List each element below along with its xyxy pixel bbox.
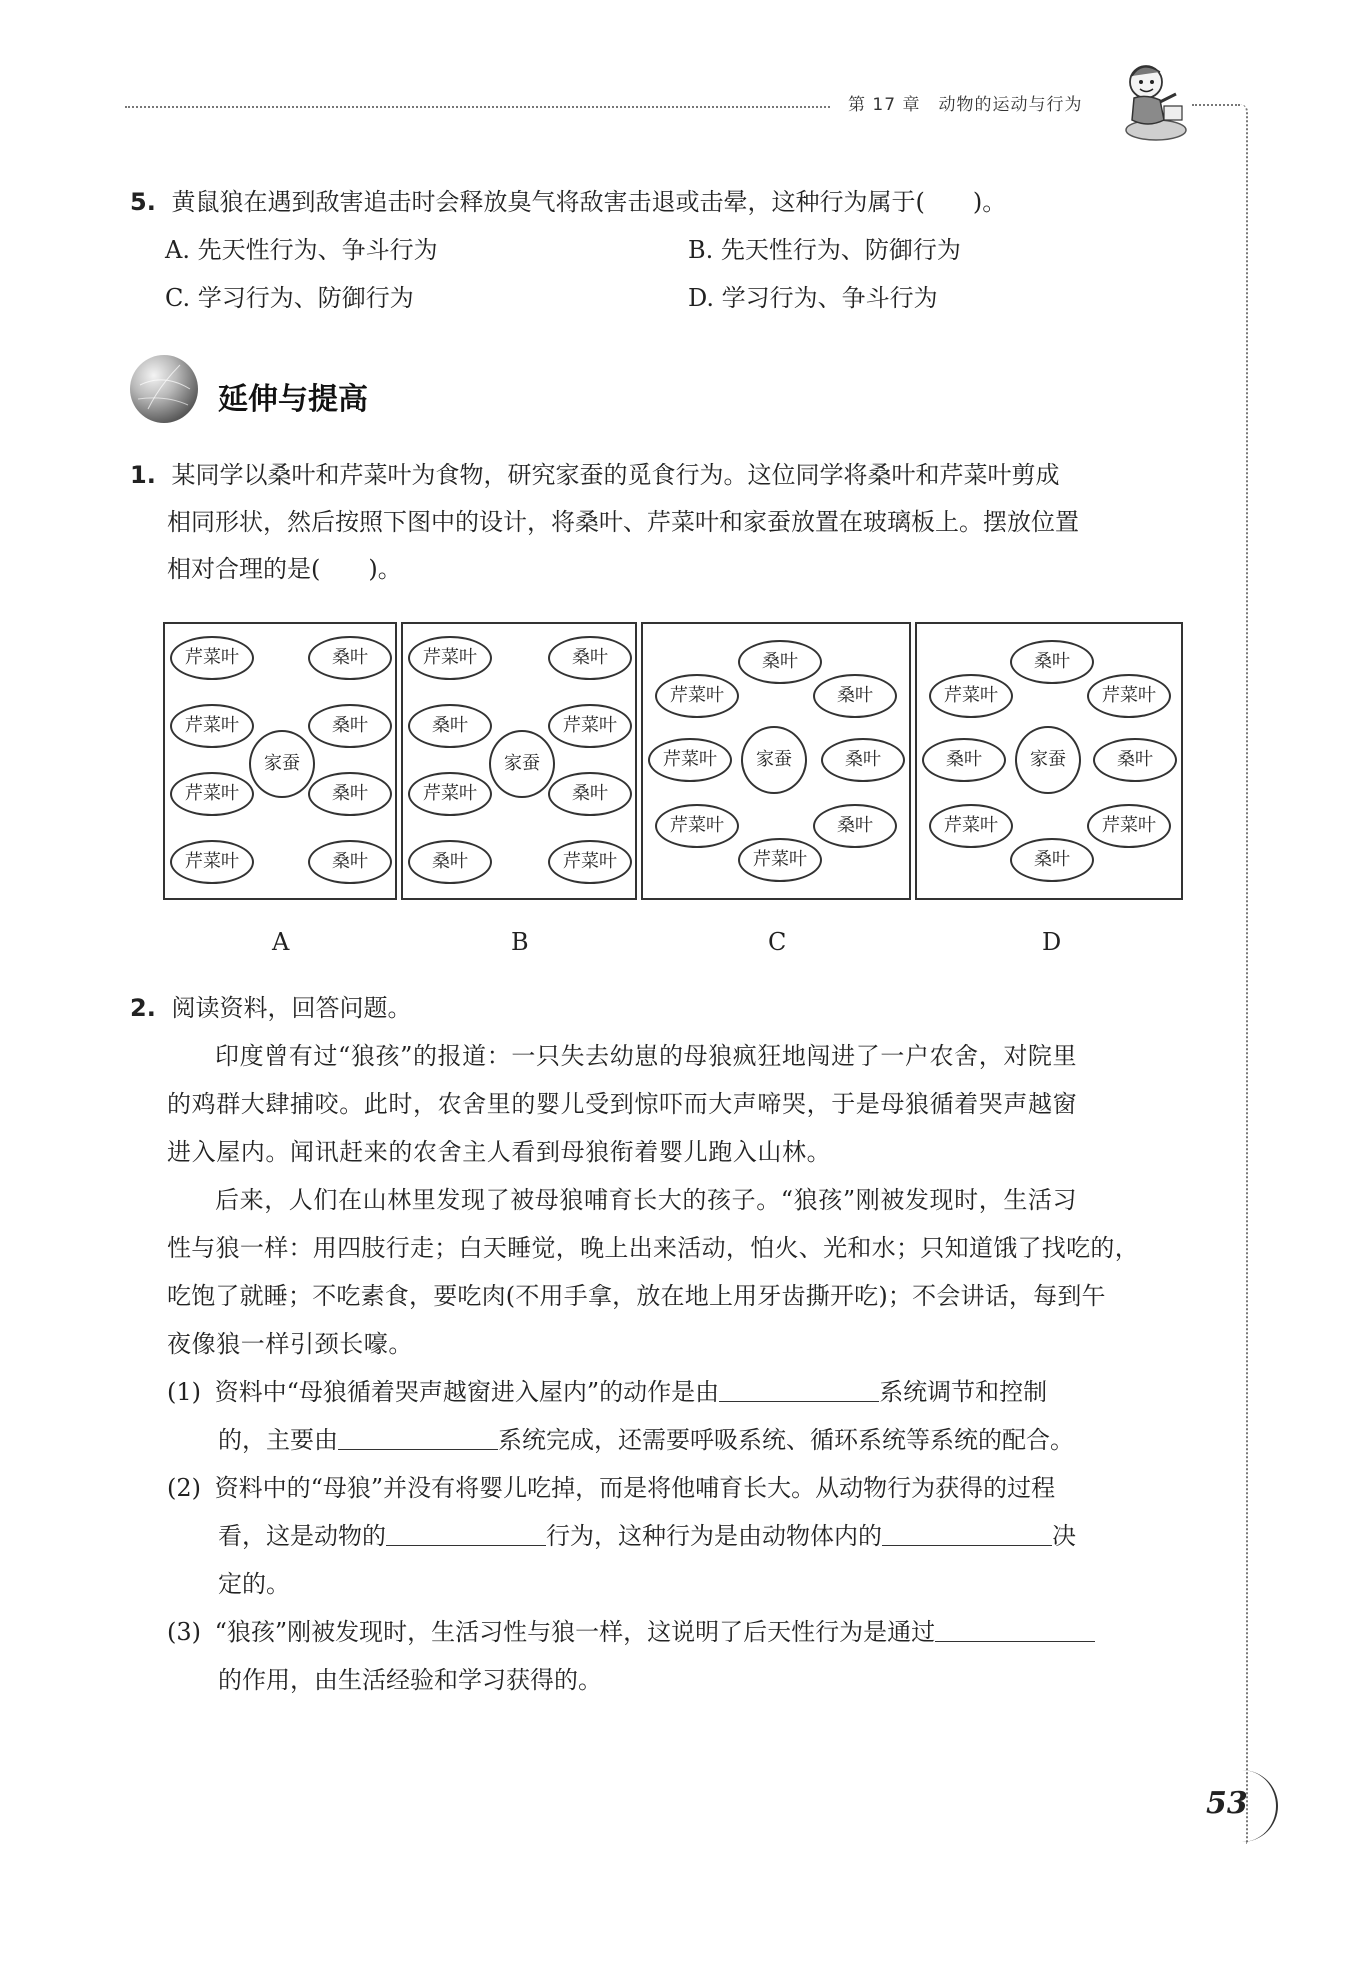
header-dotted-rule: [125, 106, 830, 108]
leaf-oval: 桑叶: [308, 840, 392, 884]
diagram-c: [641, 622, 911, 900]
diagram-c-label: C: [768, 928, 787, 956]
leaf-oval: 桑叶: [1093, 738, 1177, 782]
sub-question-2-line-2: [218, 1516, 1076, 1551]
sub-question-text: 系统调节和控制: [879, 1378, 1048, 1406]
sub-question-text: 资料中“母狼循着哭声越窗进入屋内”的动作是由: [214, 1378, 720, 1406]
chapter-title: 动物的运动与行为: [938, 95, 1083, 115]
leaf-oval: 桑叶: [1010, 640, 1094, 684]
page-number: 53: [1206, 1786, 1248, 1821]
leaf-oval: 桑叶: [813, 804, 897, 848]
leaf-oval: 芹菜叶: [655, 674, 739, 718]
leaf-oval: 桑叶: [548, 636, 632, 680]
sub-question-text: “狼孩”刚被发现时，生活习性与狼一样，这说明了后天性行为是通过: [214, 1618, 936, 1646]
silkworm-oval: 家蚕: [489, 730, 555, 798]
sub-question-text: 看，这是动物的: [218, 1522, 386, 1550]
passage-line: 夜像狼一样引颈长嚎。: [167, 1330, 413, 1358]
diagram-a-label: A: [272, 928, 290, 956]
leaf-oval: 芹菜叶: [170, 772, 254, 816]
answer-blank[interactable]: [719, 1401, 879, 1402]
question-5-stem: [130, 182, 1006, 217]
passage-line: 后来，人们在山林里发现了被母狼哺育长大的孩子。“狼孩”刚被发现时，生活习: [215, 1186, 1078, 1214]
sub-question-number: (1): [167, 1378, 201, 1406]
sub-question-3-line-1: [167, 1612, 1095, 1647]
question-number: 2.: [130, 994, 156, 1022]
leaf-oval: 芹菜叶: [929, 804, 1013, 848]
section-title: 延伸与提高: [218, 382, 368, 417]
sub-question-number: (2): [167, 1474, 201, 1502]
silkworm-oval: 家蚕: [1015, 726, 1081, 794]
question-number: 5.: [130, 188, 156, 216]
leaf-oval: 桑叶: [738, 640, 822, 684]
leaf-oval: 桑叶: [308, 772, 392, 816]
question-1-line-3: 相对合理的是( )。: [167, 555, 402, 583]
leaf-oval: 桑叶: [922, 738, 1006, 782]
diagram-d-label: D: [1042, 928, 1062, 956]
question-2-stem: [130, 988, 411, 1023]
option-b: B. 先天性行为、防御行为: [688, 236, 961, 264]
diagram-a: [163, 622, 397, 900]
sub-question-3-line-2: 的作用，由生活经验和学习获得的。: [218, 1666, 602, 1694]
sub-question-text: 的，主要由: [218, 1426, 338, 1454]
leaf-oval: 芹菜叶: [648, 738, 732, 782]
option-c: C. 学习行为、防御行为: [165, 284, 414, 312]
leaf-oval: 芹菜叶: [548, 840, 632, 884]
leaf-oval: 芹菜叶: [1087, 674, 1171, 718]
diagram-b-label: B: [511, 928, 529, 956]
question-1-line-1: [130, 455, 1059, 490]
sub-question-text: 系统完成，还需要呼吸系统、循环系统等系统的配合。: [498, 1426, 1074, 1454]
sub-question-text: 资料中的“母狼”并没有将婴儿吃掉，而是将他哺育长大。从动物行为获得的过程: [214, 1474, 1056, 1502]
leaf-oval: 芹菜叶: [655, 804, 739, 848]
leaf-oval: 芹菜叶: [408, 636, 492, 680]
sub-question-1-line-2: [218, 1420, 1074, 1455]
leaf-oval: 桑叶: [308, 636, 392, 680]
globe-icon: [130, 355, 198, 423]
passage-line: 的鸡群大肆捕咬。此时，农舍里的婴儿受到惊吓而大声啼哭，于是母狼循着哭声越窗: [167, 1090, 1078, 1118]
leaf-oval: 桑叶: [408, 840, 492, 884]
sub-question-1-line-1: [167, 1372, 1047, 1407]
passage-line: 进入屋内。闻讯赶来的农舍主人看到母狼衔着婴儿跑入山林。: [167, 1138, 832, 1166]
sub-question-text: 决: [1052, 1522, 1076, 1550]
question-number: 1.: [130, 461, 156, 489]
silkworm-oval: 家蚕: [249, 730, 315, 798]
sub-question-2-line-3: 定的。: [218, 1570, 290, 1598]
leaf-oval: 桑叶: [821, 738, 905, 782]
leaf-oval: 桑叶: [813, 674, 897, 718]
page-dotted-border: [1240, 104, 1248, 1844]
passage-line: 性与狼一样：用四肢行走；白天睡觉，晚上出来活动，怕火、光和水；只知道饿了找吃的，: [167, 1234, 1139, 1262]
chapter-number: 第 17 章: [848, 95, 921, 115]
answer-blank[interactable]: [882, 1545, 1052, 1546]
leaf-oval: 芹菜叶: [170, 840, 254, 884]
sub-question-text: 行为，这种行为是由动物体内的: [546, 1522, 882, 1550]
mascot-illustration: [1112, 58, 1190, 144]
silkworm-oval: 家蚕: [741, 726, 807, 794]
leaf-oval: 芹菜叶: [170, 636, 254, 680]
question-text: 阅读资料，回答问题。: [171, 994, 412, 1022]
option-d: D. 学习行为、争斗行为: [688, 284, 938, 312]
answer-blank[interactable]: [386, 1545, 546, 1546]
diagram-d: [915, 622, 1183, 900]
running-header: [848, 90, 1100, 115]
header-dotted-rule-right: [1192, 104, 1240, 106]
leaf-oval: 桑叶: [1010, 838, 1094, 882]
leaf-oval: 桑叶: [408, 704, 492, 748]
passage-line: 印度曾有过“狼孩”的报道：一只失去幼崽的母狼疯狂地闯进了一户农舍，对院里: [215, 1042, 1078, 1070]
answer-blank[interactable]: [338, 1449, 498, 1450]
question-text: 某同学以桑叶和芹菜叶为食物，研究家蚕的觅食行为。这位同学将桑叶和芹菜叶剪成: [171, 461, 1060, 489]
question-1-line-2: 相同形状，然后按照下图中的设计，将桑叶、芹菜叶和家蚕放置在玻璃板上。摆放位置: [167, 508, 1079, 536]
leaf-oval: 芹菜叶: [408, 772, 492, 816]
diagram-b: [401, 622, 637, 900]
answer-blank[interactable]: [935, 1641, 1095, 1642]
leaf-oval: 桑叶: [548, 772, 632, 816]
sub-question-2-line-1: [167, 1468, 1055, 1503]
leaf-oval: 芹菜叶: [548, 704, 632, 748]
option-a: A. 先天性行为、争斗行为: [165, 236, 438, 264]
leaf-oval: 芹菜叶: [738, 838, 822, 882]
leaf-oval: 芹菜叶: [1087, 804, 1171, 848]
sub-question-number: (3): [167, 1618, 201, 1646]
leaf-oval: 芹菜叶: [929, 674, 1013, 718]
passage-line: 吃饱了就睡；不吃素食，要吃肉(不用手拿，放在地上用牙齿撕开吃)；不会讲话，每到午: [167, 1282, 1106, 1310]
question-text: 黄鼠狼在遇到敌害追击时会释放臭气将敌害击退或击晕，这种行为属于( )。: [171, 188, 1007, 216]
leaf-oval: 桑叶: [308, 704, 392, 748]
leaf-oval: 芹菜叶: [170, 704, 254, 748]
